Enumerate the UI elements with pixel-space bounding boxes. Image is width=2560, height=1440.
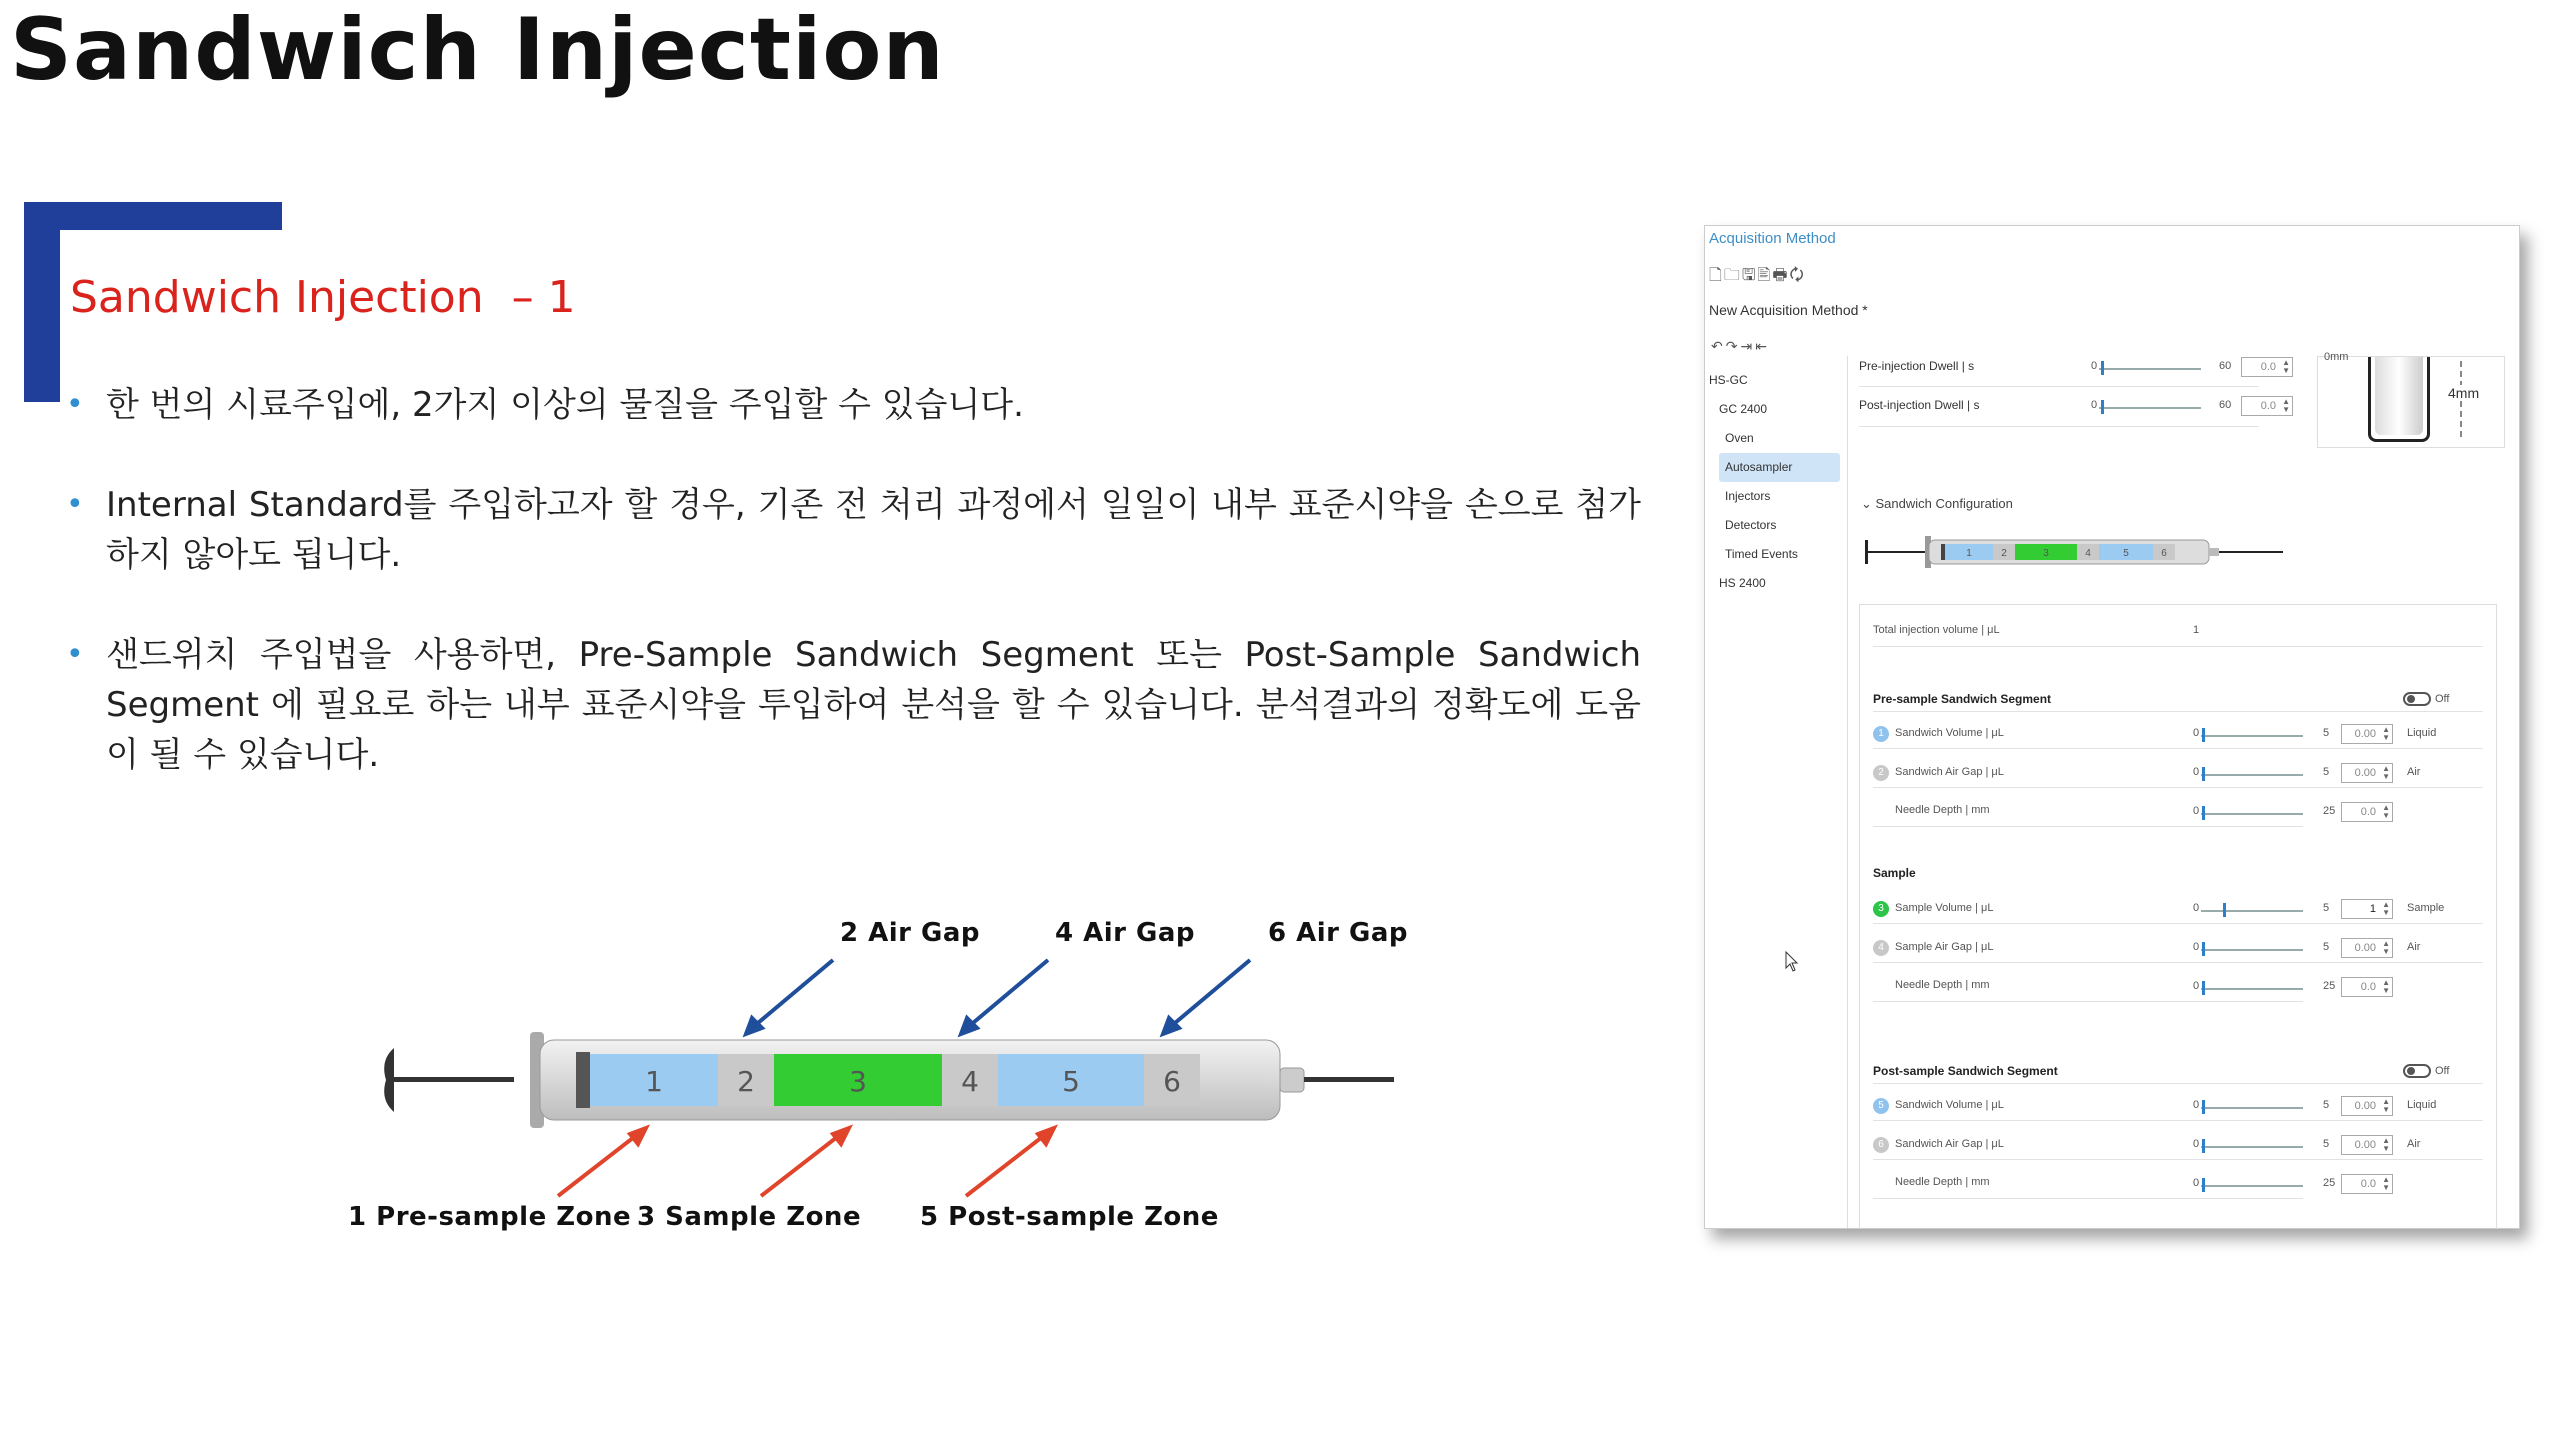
spinner-icon[interactable]: ▲ ▼ (2382, 900, 2390, 917)
tree-item-timed-events[interactable]: Timed Events (1725, 547, 1798, 561)
param-max: 5 (2323, 1138, 2330, 1150)
param-label: Sandwich Air Gap | μL (1895, 1138, 2004, 1150)
segment-number: 2 (737, 1065, 755, 1098)
param-min: 0 (2193, 980, 2200, 992)
param-type: Liquid (2407, 1099, 2437, 1111)
param-type: Air (2407, 941, 2421, 953)
label-pre-sample-zone: 1 Pre-sample Zone (348, 1202, 632, 1232)
sample-row-label (1873, 979, 1990, 991)
sample-row-label (1873, 940, 1993, 956)
toggle-switch-icon[interactable] (2403, 692, 2431, 706)
label-air-gap-6: 6 Air Gap (1268, 918, 1409, 948)
pre-dwell-label: Pre-injection Dwell | s (1859, 359, 1975, 373)
pre-dwell-value: 0.0 (2260, 361, 2276, 373)
param-value: 0.00 (2354, 1139, 2376, 1151)
syringe-needle (1304, 1077, 1394, 1082)
param-input[interactable] (2341, 802, 2393, 822)
pre-dwell-input[interactable] (2241, 357, 2293, 377)
tree-item-injectors[interactable]: Injectors (1725, 489, 1771, 503)
spinner-icon[interactable]: ▲ ▼ (2282, 397, 2290, 414)
sandwich-config-header[interactable] (1861, 496, 2013, 512)
bullet-item: • 한 번의 시료주입에, 2가지 이상의 물질을 주입할 수 있습니다. (66, 380, 1641, 430)
plunger-rod (394, 1077, 514, 1082)
post-row-label (1873, 1098, 2004, 1114)
segment-number: 1 (645, 1065, 663, 1098)
param-slider[interactable] (2201, 1107, 2303, 1109)
segment-number: 4 (961, 1065, 979, 1098)
toggle-state: Off (2435, 1064, 2450, 1077)
param-input[interactable] (2341, 763, 2393, 783)
segment-number: 5 (1062, 1065, 1080, 1098)
toggle-switch-icon[interactable] (2403, 1064, 2431, 1078)
param-label: Sandwich Volume | μL (1895, 1099, 2004, 1111)
chevron-down-icon: ⌄ (1861, 496, 1876, 511)
param-min: 0 (2193, 766, 2200, 778)
param-input[interactable] (2341, 1096, 2393, 1116)
divider (1859, 426, 2259, 427)
method-tree (1705, 366, 1840, 598)
pre-dwell-thumb[interactable] (2101, 361, 2104, 375)
sandwich-config-label: Sandwich Configuration (1875, 496, 2013, 511)
param-type: Air (2407, 1138, 2421, 1150)
post-dwell-input[interactable] (2241, 396, 2293, 416)
param-input[interactable] (2341, 724, 2393, 744)
post-dwell-label: Post-injection Dwell | s (1859, 398, 1980, 412)
param-max: 5 (2323, 941, 2330, 953)
svg-text:2: 2 (2001, 548, 2007, 559)
param-value: 1 (2369, 903, 2376, 915)
total-volume-value: 1 (2193, 624, 2200, 636)
param-slider[interactable] (2201, 910, 2303, 912)
svg-text:5: 5 (2123, 548, 2129, 559)
arrow-air-gap-4 (967, 960, 1048, 1028)
label-air-gap-4: 4 Air Gap (1055, 918, 1196, 948)
segment-number: 3 (849, 1065, 867, 1098)
total-volume-label: Total injection volume | μL (1873, 624, 2000, 636)
spinner-icon[interactable]: ▲ ▼ (2382, 978, 2390, 995)
divider (1873, 748, 2483, 749)
param-type: Sample (2407, 902, 2445, 914)
param-slider-thumb[interactable] (2202, 1178, 2205, 1192)
sample-title: Sample (1873, 866, 1916, 880)
param-slider[interactable] (2201, 774, 2303, 776)
param-value: 0.0 (2360, 981, 2376, 993)
vial-icon (2368, 357, 2430, 442)
pre-row-label (1873, 726, 2004, 742)
divider (1873, 923, 2483, 924)
param-input[interactable] (2341, 938, 2393, 958)
param-slider[interactable] (2201, 735, 2303, 737)
param-min: 0 (2193, 805, 2200, 817)
file-toolbar[interactable]: 🗋🗀🖫🖹🖶🗘 (1709, 267, 1806, 284)
spinner-icon[interactable]: ▲ ▼ (2382, 803, 2390, 820)
param-max: 5 (2323, 1099, 2330, 1111)
toggle-state: Off (2435, 692, 2450, 705)
param-label: Sandwich Air Gap | μL (1895, 766, 2004, 778)
pane-divider (1847, 356, 1848, 1228)
arrow-sample (761, 1134, 841, 1196)
spinner-icon[interactable]: ▲ ▼ (2382, 939, 2390, 956)
param-type: Air (2407, 766, 2421, 778)
param-value: 0.00 (2354, 767, 2376, 779)
param-input[interactable] (2341, 899, 2393, 919)
divider (1873, 787, 2483, 788)
divider (1873, 1159, 2483, 1160)
param-label: Needle Depth | mm (1895, 1176, 1990, 1188)
spinner-icon[interactable]: ▲ ▼ (2382, 764, 2390, 781)
bullet-item: • 샌드위치 주입법을 사용하면, Pre-Sample Sandwich Segment 또는 Post-Sample Sandwich Segment 에 필요로 하는 내부 표준시약을 투입하여 분석을 할 수 있습니다. 분석결과의 정확도에 도움이 될 수 있습니다. (66, 630, 1641, 780)
svg-text:6: 6 (2161, 548, 2167, 559)
pre-dwell-max: 60 (2219, 360, 2232, 372)
post-row-label (1873, 1176, 1990, 1188)
tree-item-hs-gc[interactable]: HS-GC (1709, 373, 1748, 387)
post-dwell-thumb[interactable] (2101, 400, 2104, 414)
param-slider-thumb[interactable] (2202, 1139, 2205, 1153)
divider (1859, 386, 2259, 387)
spinner-icon[interactable]: ▲ ▼ (2382, 1097, 2390, 1114)
pre-row-label (1873, 765, 2004, 781)
param-slider-thumb[interactable] (2202, 942, 2205, 956)
bullet-item: • Internal Standard를 주입하고자 할 경우, 기존 전 처리 과정에서 일일이 내부 표준시약을 손으로 첨가하지 않아도 됩니다. (66, 480, 1641, 580)
plunger-tip (576, 1052, 590, 1108)
param-slider-thumb[interactable] (2202, 806, 2205, 820)
spinner-icon[interactable]: ▲ ▼ (2282, 358, 2290, 375)
step-number-icon: 5 (1873, 1098, 1889, 1114)
arrow-post-sample (966, 1134, 1046, 1196)
param-slider-thumb[interactable] (2202, 1100, 2205, 1114)
pre-dwell-slider[interactable] (2099, 368, 2201, 370)
plunger-handle (384, 1048, 394, 1112)
step-number-icon: 4 (1873, 940, 1889, 956)
vial-depth-label: 4mm (2448, 385, 2480, 401)
param-input[interactable] (2341, 1135, 2393, 1155)
label-post-sample-zone: 5 Post-sample Zone (920, 1202, 1219, 1232)
svg-text:3: 3 (2043, 548, 2049, 559)
section-subtitle: Sandwich Injection – 1 (70, 272, 576, 323)
param-value: 0.00 (2354, 1100, 2376, 1112)
tree-item-gc-2400[interactable]: GC 2400 (1719, 402, 1768, 416)
mouse-cursor-icon (1785, 951, 1801, 973)
param-label: Sample Volume | μL (1895, 902, 1994, 914)
param-slider-thumb[interactable] (2202, 767, 2205, 781)
accent-bar (24, 202, 282, 230)
undo-toolbar[interactable]: ↶↷⇥⇤ (1711, 338, 1770, 354)
divider (1873, 1120, 2483, 1121)
param-max: 5 (2323, 766, 2330, 778)
divider (1873, 1083, 2483, 1084)
post-dwell-min: 0 (2091, 399, 2098, 411)
param-value: 0.00 (2354, 942, 2376, 954)
post-dwell-value: 0.0 (2260, 400, 2276, 412)
param-max: 5 (2323, 727, 2330, 739)
label-air-gap-2: 2 Air Gap (840, 918, 981, 948)
param-input[interactable] (2341, 977, 2393, 997)
param-min: 0 (2193, 1099, 2200, 1111)
arrow-air-gap-2 (752, 960, 833, 1028)
tree-item-hs-2400[interactable]: HS 2400 (1719, 576, 1766, 590)
syringe-diagram (348, 900, 1409, 1260)
pre-segment-toggle[interactable] (2403, 692, 2449, 706)
param-slider-thumb[interactable] (2202, 728, 2205, 742)
pre-segment-title: Pre-sample Sandwich Segment (1873, 692, 2052, 706)
vial-depth-top: 0mm (2324, 351, 2349, 363)
step-number-icon: 1 (1873, 726, 1889, 742)
param-slider[interactable] (2201, 988, 2303, 990)
post-dwell-slider[interactable] (2099, 407, 2201, 409)
param-max: 25 (2323, 805, 2336, 817)
param-label: Needle Depth | mm (1895, 804, 1990, 816)
spinner-icon[interactable]: ▲ ▼ (2382, 1136, 2390, 1153)
svg-text:1: 1 (1966, 548, 1972, 559)
vial-panel (2317, 351, 2505, 448)
syringe-nozzle (1280, 1068, 1304, 1092)
post-row-label (1873, 1137, 2004, 1153)
label-sample-zone: 3 Sample Zone (637, 1202, 862, 1232)
param-input[interactable] (2341, 1174, 2393, 1194)
param-min: 0 (2193, 727, 2200, 739)
param-label: Needle Depth | mm (1895, 979, 1990, 991)
post-segment-toggle[interactable] (2403, 1064, 2449, 1078)
window-title: Acquisition Method (1709, 230, 1836, 247)
param-max: 25 (2323, 980, 2336, 992)
divider (1873, 711, 2483, 712)
param-max: 5 (2323, 902, 2330, 914)
param-label: Sample Air Gap | μL (1895, 941, 1994, 953)
divider (1873, 1198, 2303, 1199)
spinner-icon[interactable]: ▲ ▼ (2382, 725, 2390, 742)
param-min: 0 (2193, 1138, 2200, 1150)
mini-syringe-icon (1865, 526, 2285, 578)
slide-title: Sandwich Injection (10, 0, 945, 100)
param-slider[interactable] (2201, 1185, 2303, 1187)
param-slider[interactable] (2201, 813, 2303, 815)
param-slider[interactable] (2201, 1146, 2303, 1148)
method-name: New Acquisition Method * (1709, 302, 1868, 318)
divider (1873, 962, 2483, 963)
step-number-icon: 2 (1873, 765, 1889, 781)
accent-bar-vertical (24, 202, 60, 402)
pre-dwell-min: 0 (2091, 360, 2098, 372)
bullet-list (66, 380, 1641, 830)
divider (1873, 646, 2483, 647)
pre-row-label (1873, 804, 1990, 816)
step-number-icon: 3 (1873, 901, 1889, 917)
param-type: Liquid (2407, 727, 2437, 739)
param-min: 0 (2193, 941, 2200, 953)
param-value: 0.00 (2354, 728, 2376, 740)
divider (1873, 826, 2303, 827)
segment-number: 6 (1163, 1065, 1181, 1098)
svg-text:4: 4 (2085, 548, 2091, 559)
param-min: 0 (2193, 902, 2200, 914)
spinner-icon[interactable]: ▲ ▼ (2382, 1175, 2390, 1192)
tree-item-oven[interactable]: Oven (1725, 431, 1754, 445)
param-min: 0 (2193, 1177, 2200, 1189)
tree-item-detectors[interactable]: Detectors (1725, 518, 1777, 532)
param-slider[interactable] (2201, 949, 2303, 951)
param-value: 0.0 (2360, 806, 2376, 818)
arrow-air-gap-6 (1169, 960, 1250, 1028)
param-slider-thumb[interactable] (2202, 981, 2205, 995)
step-number-icon: 6 (1873, 1137, 1889, 1153)
param-value: 0.0 (2360, 1178, 2376, 1190)
param-max: 25 (2323, 1177, 2336, 1189)
arrow-pre-sample (558, 1134, 638, 1196)
post-dwell-max: 60 (2219, 399, 2232, 411)
param-label: Sandwich Volume | μL (1895, 727, 2004, 739)
sample-row-label (1873, 901, 1993, 917)
tree-item-autosampler[interactable]: Autosampler (1719, 453, 1840, 482)
acquisition-method-window (1704, 225, 2520, 1229)
param-slider-thumb[interactable] (2223, 903, 2226, 917)
divider (1873, 1001, 2303, 1002)
post-segment-title: Post-sample Sandwich Segment (1873, 1064, 2058, 1078)
